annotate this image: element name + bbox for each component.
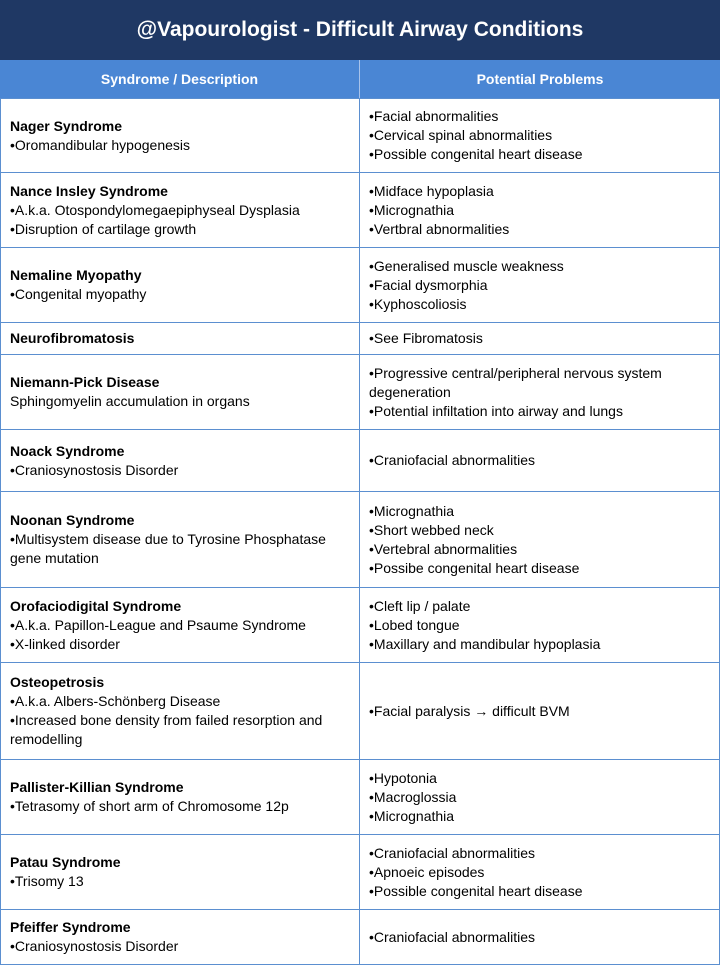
syndrome-name: Neurofibromatosis [10,330,135,346]
syndrome-description: •Disruption of cartilage growth [10,220,197,237]
syndrome-cell [0,99,360,172]
syndrome-cell [0,173,360,247]
syndrome-cell [0,248,360,322]
problem-item: •Facial abnormalities [369,108,499,124]
problem-item: •Micrognathia [369,807,455,824]
problems-cell [360,588,720,662]
problem-item: •Craniofacial abnormalities [369,928,535,945]
syndrome-name: Pfeiffer Syndrome [10,919,131,935]
problems-cell [360,173,720,247]
problem-item: •Midface hypoplasia [369,182,494,199]
problem-item: •Possible congenital heart disease [369,146,583,162]
problem-item: •Lobed tongue [369,616,460,633]
problem-item: •Possible congenital heart disease [369,882,583,899]
syndrome-name: Noack Syndrome [10,442,125,459]
table-row [0,760,720,835]
problem-item: •Generalised muscle weakness [369,257,564,274]
syndrome-name: Niemann-Pick Disease [10,374,160,390]
table-row [0,323,720,355]
problem-item: •Possibe congenital heart disease [369,559,580,576]
problems-cell [360,835,720,909]
problems-cell [360,430,720,491]
syndrome-name: Noonan Syndrome [10,512,135,528]
problem-item: •Vertbral abnormalities [369,220,510,237]
table-row [0,173,720,248]
header-problems: Potential Problems [476,71,604,87]
problem-item: •See Fibromatosis [369,330,483,346]
syndrome-description: Sphingomyelin accumulation in organs [10,393,250,409]
table-row [0,588,720,663]
syndrome-name: Osteopetrosis [10,674,105,690]
syndrome-description: •Oromandibular hypogenesis [10,136,191,153]
syndrome-description: •Craniosynostosis Disorder [10,461,179,478]
syndrome-cell [0,430,360,491]
syndrome-cell [0,835,360,909]
table-row [0,835,720,910]
table-row [0,492,720,588]
syndrome-name: Nager Syndrome [10,117,123,134]
syndrome-name: Patau Syndrome [10,854,121,870]
table-row [0,663,720,760]
syndrome-cell [0,760,360,834]
syndrome-description: •Tetrasomy of short arm of Chromosome 12p [10,798,289,814]
syndrome-name: Orofaciodigital Syndrome [10,597,182,614]
header-syndrome: Syndrome / Description [0,60,360,98]
problems-cell [360,99,720,172]
problem-item: •Micrognathia [369,201,455,218]
syndrome-description: •Trisomy 13 [10,873,84,889]
problems-cell [360,910,720,964]
problems-cell [360,492,720,587]
table-header [0,60,720,98]
problem-item: •Apnoeic episodes [369,863,485,880]
problem-item: •Cleft lip / palate [369,597,471,614]
syndrome-name: Pallister-Killian Syndrome [10,779,184,795]
problem-item: •Craniofacial abnormalities [369,844,535,861]
table-row [0,248,720,323]
syndrome-description: •Increased bone density from failed resorption and remodelling [10,712,323,747]
problems-cell [360,760,720,834]
problem-item: •Progressive central/peripheral nervous system degeneration [369,364,662,400]
problem-item: •Kyphoscoliosis [369,295,467,312]
syndrome-description: •Multisystem disease due to Tyrosine Phosphatase gene mutation [10,531,326,566]
problem-item: •Macroglossia [369,788,457,805]
table-row [0,98,720,173]
problem-item: •Vertebral abnormalities [369,540,518,557]
syndrome-cell [0,492,360,587]
syndrome-description: •A.k.a. Otospondylomegaepiphyseal Dysplasia [10,201,300,218]
problem-item: •Potential infiltation into airway and lungs [369,402,623,419]
table-row [0,430,720,492]
problem-item: •Facial paralysis → difficult BVM [369,702,570,719]
problem-item: •Hypotonia [369,769,437,786]
problem-item: •Craniofacial abnormalities [369,452,535,468]
syndrome-cell [0,355,360,429]
syndrome-cell [0,663,360,759]
conditions-table [0,98,720,965]
syndrome-name: Nemaline Myopathy [10,267,142,283]
problem-item: •Facial dysmorphia [369,276,488,293]
syndrome-cell [0,910,360,964]
problems-cell [360,355,720,429]
problems-cell [360,323,720,354]
syndrome-cell [0,588,360,662]
syndrome-description: •Congenital myopathy [10,286,147,302]
table-row [0,910,720,965]
syndrome-name: Nance Insley Syndrome [10,182,168,199]
problem-item: •Short webbed neck [369,521,494,538]
syndrome-description: •Craniosynostosis Disorder [10,938,179,954]
syndrome-description: •X-linked disorder [10,635,120,652]
problems-cell [360,248,720,322]
page-title: @Vapourologist - Difficult Airway Conditions [0,0,720,60]
problem-item: •Micrognathia [369,502,455,519]
syndrome-description: •A.k.a. Papillon-League and Psaume Syndrome [10,616,306,633]
table-row [0,355,720,430]
problem-item: •Cervical spinal abnormalities [369,127,553,143]
syndrome-description: •A.k.a. Albers-Schönberg Disease [10,693,221,709]
syndrome-cell [0,323,360,354]
problems-cell [360,663,720,759]
problem-item: •Maxillary and mandibular hypoplasia [369,635,601,652]
